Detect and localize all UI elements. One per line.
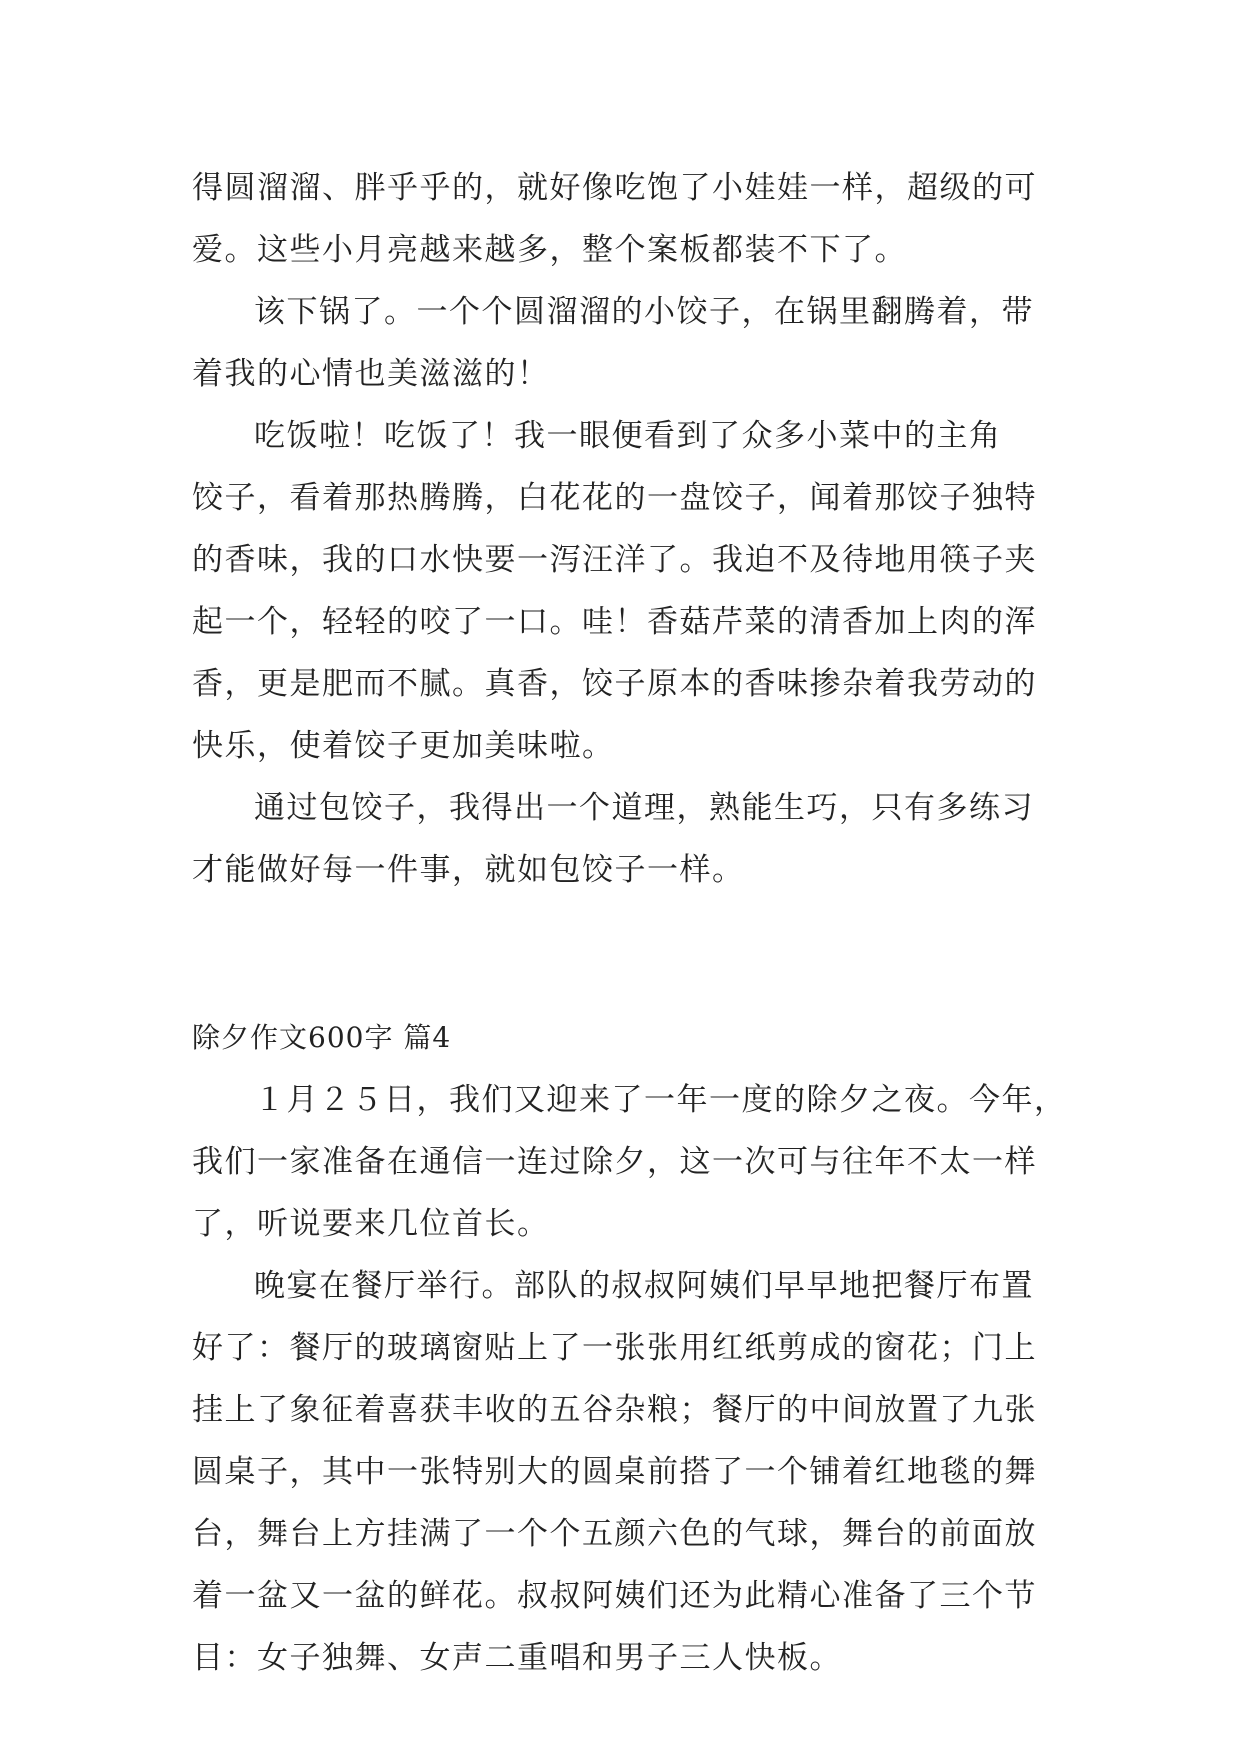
text-line: 通过包饺子，我得出一个道理，熟能生巧，只有多练习 xyxy=(254,790,1034,826)
text-line: 目：女子独舞、女声二重唱和男子三人快板。 xyxy=(192,1640,842,1676)
text-line: 台，舞台上方挂满了一个个五颜六色的气球，舞台的前面放 xyxy=(192,1516,1037,1552)
text-line: 爱。这些小月亮越来越多，整个案板都装不下了。 xyxy=(192,232,907,268)
text-line: １月２５日，我们又迎来了一年一度的除夕之夜。今年， xyxy=(254,1082,1067,1118)
paragraph xyxy=(192,281,1052,405)
text-line: 饺子，看着那热腾腾，白花花的一盘饺子，闻着那饺子独特 xyxy=(192,480,1037,516)
text-line: 挂上了象征着喜获丰收的五谷杂粮；餐厅的中间放置了九张 xyxy=(192,1392,1037,1428)
text-line: 圆桌子，其中一张特别大的圆桌前搭了一个铺着红地毯的舞 xyxy=(192,1454,1037,1490)
text-line: 的香味，我的口水快要一泻汪洋了。我迫不及待地用筷子夹 xyxy=(192,542,1037,578)
paragraph xyxy=(192,1069,1067,1255)
paragraph xyxy=(192,157,1052,281)
text-line: 快乐，使着饺子更加美味啦。 xyxy=(192,728,615,764)
text-line: 起一个，轻轻的咬了一口。哇！香菇芹菜的清香加上肉的浑 xyxy=(192,604,1037,640)
text-line: 香，更是肥而不腻。真香，饺子原本的香味掺杂着我劳动的 xyxy=(192,666,1037,702)
paragraph xyxy=(192,1255,1052,1689)
text-line: 才能做好每一件事，就如包饺子一样。 xyxy=(192,852,745,888)
text-line: 我们一家准备在通信一连过除夕，这一次可与往年不太一样 xyxy=(192,1144,1037,1180)
text-line: 着一盆又一盆的鲜花。叔叔阿姨们还为此精心准备了三个节 xyxy=(192,1578,1037,1614)
text-line: 了，听说要来几位首长。 xyxy=(192,1206,550,1242)
text-line: 吃饭啦！吃饭了！我一眼便看到了众多小菜中的主角 xyxy=(254,418,1002,454)
text-line: 该下锅了。一个个圆溜溜的小饺子，在锅里翻腾着，带 xyxy=(254,294,1034,330)
text-line: 晚宴在餐厅举行。部队的叔叔阿姨们早早地把餐厅布置 xyxy=(254,1268,1034,1304)
paragraph xyxy=(192,777,1052,901)
text-line: 得圆溜溜、胖乎乎的，就好像吃饱了小娃娃一样，超级的可 xyxy=(192,170,1037,206)
section-heading: 除夕作文600字 篇4 xyxy=(192,1021,452,1054)
document-body xyxy=(192,157,1067,1689)
text-line: 着我的心情也美滋滋的！ xyxy=(192,356,550,392)
paragraph xyxy=(192,405,1052,777)
text-line: 好了：餐厅的玻璃窗贴上了一张张用红纸剪成的窗花；门上 xyxy=(192,1330,1037,1366)
